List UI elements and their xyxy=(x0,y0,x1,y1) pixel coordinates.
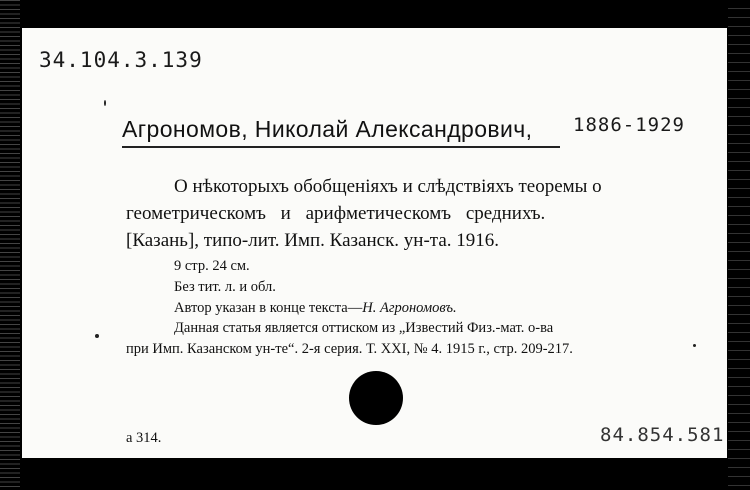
imprint-line: [Казань], типо-лит. Имп. Казанск. ун-та. 1916. xyxy=(126,230,500,251)
author-note-name: Н. Агрономовъ. xyxy=(362,300,457,316)
catalog-number: 34.104.3.139 xyxy=(39,48,203,72)
offprint-note-line-1: Данная статья является оттиском из „Известий Физ.-мат. о-ва xyxy=(174,320,554,336)
shelf-mark: а 314. xyxy=(126,430,162,446)
scan-edge-right xyxy=(728,0,750,490)
pages-size-line: 9 стр. 24 см. xyxy=(174,258,250,274)
offprint-note-line-2: при Имп. Казанском ун-те“. 2-я серия. Т. XXI, № 4. 1915 г., стр. 209-217. xyxy=(126,341,573,357)
scan-edge-left xyxy=(0,0,20,490)
dust-speck xyxy=(693,344,696,347)
dust-speck xyxy=(104,100,106,106)
author-note xyxy=(174,300,457,317)
dust-speck xyxy=(95,334,99,338)
catalog-card xyxy=(22,28,727,458)
no-title-page-note: Без тит. л. и обл. xyxy=(174,279,276,295)
author-years: 1886-1929 xyxy=(573,114,685,136)
author-note-prefix: Автор указан в конце текста— xyxy=(174,300,363,316)
author-heading: Агрономов, Николай Александрович, xyxy=(122,116,533,142)
hole-punch xyxy=(349,371,403,425)
author-underline xyxy=(122,146,560,148)
title-line-1: О нѣкоторыхъ обобщеніяхъ и слѣдствіяхъ теоремы о xyxy=(174,176,602,197)
stamp-number: 84.854.581 xyxy=(600,424,725,446)
title-line-2: геометрическомъ и арифметическомъ среднихъ. xyxy=(126,203,546,224)
